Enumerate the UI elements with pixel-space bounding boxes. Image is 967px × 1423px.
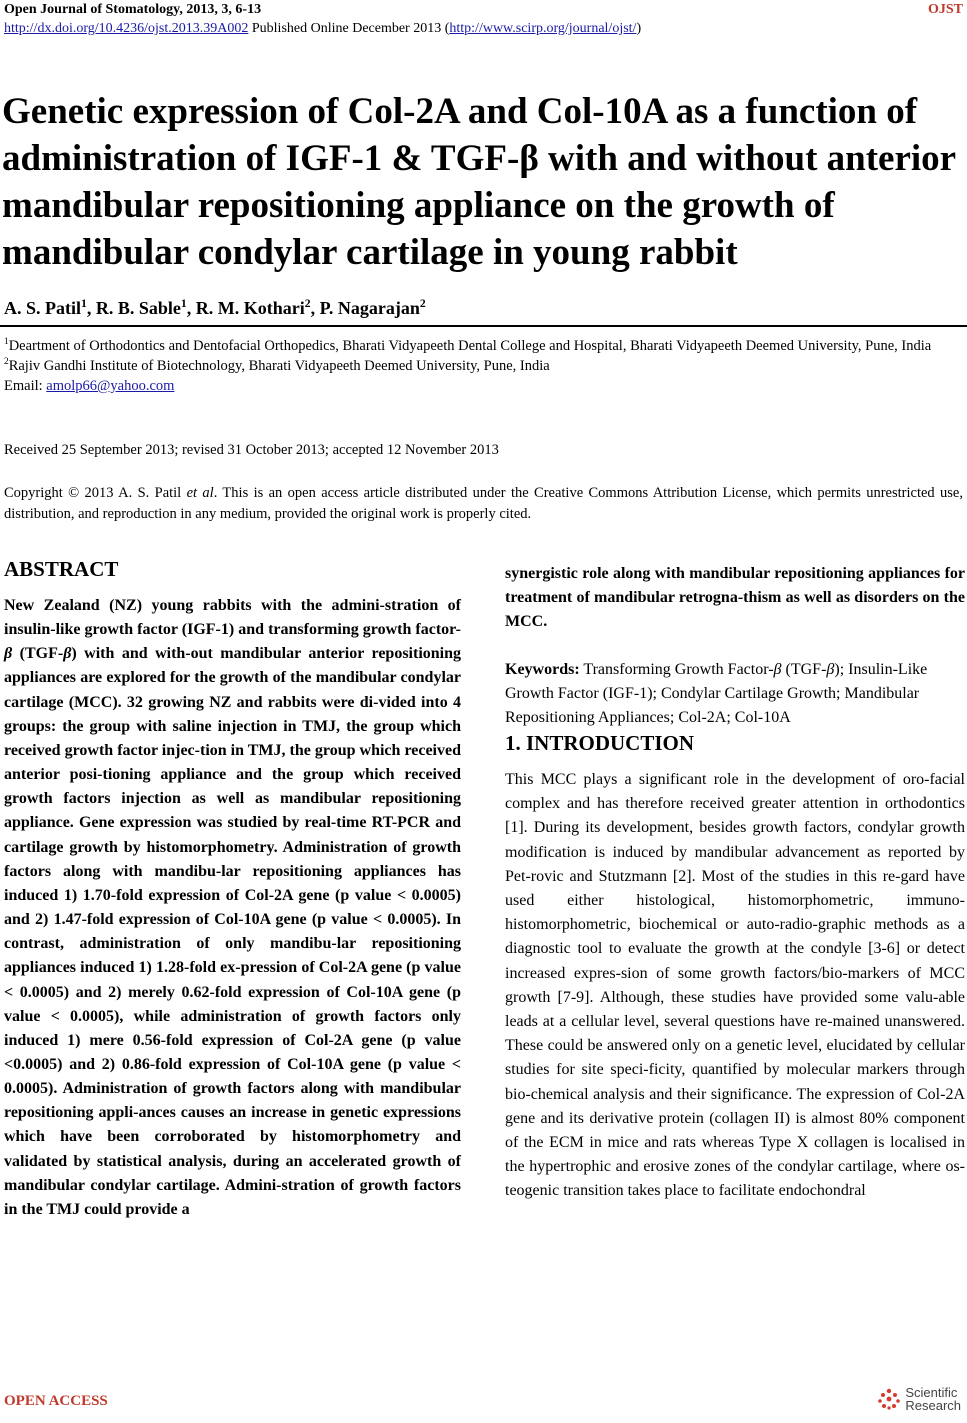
author-list: A. S. Patil$^1$, R. B. Sable$^1$, R. M. Kothari$^2$, P. Nagarajan$^2$: [4, 297, 426, 318]
copyright-etal: et al: [186, 485, 214, 501]
keywords-text: Transforming Growth Factor-: [579, 661, 774, 678]
beta-symbol: β: [63, 645, 72, 663]
email-line: [4, 376, 963, 396]
affiliation-sup: 2: [4, 357, 9, 368]
article-title: Genetic expression of Col-2A and Col-10A as a function of administration of IGF-1 & TGF-β with and without anterior mandibular repositioning appliance on the growth of mandibular condylar cartilage in young rabbit: [2, 91, 956, 273]
email-label: Email:: [4, 378, 47, 394]
affiliation-text: Rajiv Gandhi Institute of Biotechnology, Bharati Vidyapeeth Deemed University, Pune, India: [8, 358, 550, 374]
abstract-text: (TGF-: [12, 645, 64, 663]
running-header: [4, 0, 963, 38]
author-affil-sup: 1: [180, 297, 187, 310]
keywords-label: Keywords:: [505, 661, 580, 678]
published-text: Published Online December 2013 (: [248, 21, 450, 36]
beta-symbol: β: [826, 661, 835, 678]
author-name: A. S. Patil: [4, 298, 82, 318]
copyright-text: . This is an open access article distributed under the Creative Commons Attribution License, which permits unrestricted use, distribution, and reproduction in any medium, provided the original work is properly cited.: [4, 485, 963, 522]
keywords: [505, 658, 965, 730]
scientific-research-logo-icon: [877, 1387, 901, 1411]
affiliations: [4, 336, 963, 396]
author-name: R. B. Sable: [95, 298, 181, 318]
affiliation-text: Deartment of Orthodontics and Dentofacial Orthopedics, Bharati Vidyapeeth Dental College and Hospital, Bharati Vidyapeeth Deemed University, Pune, India: [8, 338, 932, 354]
doi-link[interactable]: http://dx.doi.org/10.4236/ojst.2013.39A002: [4, 21, 249, 36]
keywords-text: (TGF-: [781, 661, 827, 678]
author-name: R. M. Kothari: [195, 298, 305, 318]
author-divider: [0, 325, 967, 327]
introduction-heading: 1. INTRODUCTION: [505, 731, 695, 755]
email-link[interactable]: amolp66@yahoo.com: [46, 378, 175, 394]
abstract-heading: ABSTRACT: [4, 557, 119, 581]
affiliation-2: [4, 356, 963, 376]
doi-line: [4, 19, 963, 38]
beta-symbol: β: [773, 661, 782, 678]
journal-link[interactable]: http://www.scirp.org/journal/ojst/: [449, 21, 637, 36]
copyright-text: Copyright © 2013 A. S. Patil: [4, 485, 187, 501]
abstract-continuation: synergistic role along with mandibular repositioning appliances for treatment of mandibular retrogna-thism as well as disorders on the MCC.: [505, 565, 965, 630]
right-column: [505, 562, 965, 1204]
author-affil-sup: 1: [81, 297, 87, 310]
keywords-text: ); Insulin-Like Growth Factor (IGF-1); Condylar Cartilage Growth; Mandibular Repositioning Appliances; Col-2A; Col-10A: [505, 661, 928, 726]
author-affil-sup: 2: [304, 297, 311, 310]
beta-symbol: β: [4, 645, 13, 663]
close-paren: ): [636, 21, 642, 36]
received-dates: Received 25 September 2013; revised 31 October 2013; accepted 12 November 2013: [4, 442, 499, 458]
affiliation-sup: 1: [4, 337, 9, 348]
affiliation-1: [4, 336, 963, 356]
introduction-body: This MCC plays a significant role in the development of oro-facial complex and has therefore received greater attention in orthodontics [1]. During its development, besides growth factors, condylar growth modification is induced by mandibular advancement as reported by Pet-rovic and Stutzmann [2]. Most of the studies in this re-gard have used either histological, histomorphometric, immuno-histomorphometric, biochemical or auto-radio-graphic methods as a diagnostic tool to evaluate the growth at the condyle [3-6] or detect increased expres-sion of some growth factors/bio-markers of MCC growth [7-9]. Although, these studies have provided some valu-able leads at a cellular level, several questions have re-mained unanswered. These could be answered only on a genetic level, elucidated by cellular studies for site speci-ficity, quantified by molecular markers through bio-chemical analysis and their significance. The expression of Col-2A gene and its derivative protein (collagen II) is almost 80% component of the ECM in mice and rats whereas Type X collagen is localised in the hypertrophic and erosive zones of the condylar cartilage, where os-teogenic transition takes place to facilitate endochondral: [505, 771, 965, 1200]
abstract-body: [4, 594, 461, 1222]
copyright-notice: [4, 483, 963, 525]
publisher-logo: [877, 1386, 961, 1412]
left-column: [4, 556, 461, 1222]
abstract-text: New Zealand (NZ) young rabbits with the admini-stration of insulin-like growth factor (IGF-1) and transforming growth factor-: [4, 597, 461, 639]
journal-citation: Open Journal of Stomatology, 2013, 3, 6-13: [4, 2, 262, 17]
journal-abbreviation: OJST: [927, 2, 963, 17]
author-affil-sup: 2: [419, 297, 426, 310]
abstract-text: ) with and with-out mandibular anterior repositioning appliances are explored for the growth of the mandibular condylar cartilage (MCC). 32 growing NZ and rabbits were di-vided into 4 groups: the group with saline injection in TMJ, the group which received growth factor injec-tion in TMJ, the group which received anterior posi-tioning appliance and the group which received growth factors injection as well as mandibular repositioning appliance. Gene expression was studied by real-time RT-PCR and cartilage growth by histomorphometry. Administration of growth factors along with mandibu-lar repositioning appliances has induced 1) 1.70-fold expression of Col-2A gene (p value < 0.0005) and 2) 1.47-fold expression of Col-10A gene (p value < 0.0005). In contrast, administration of only mandibu-lar repositioning appliances induced 1) 1.28-fold ex-pression of Col-2A gene (p value < 0.0005) and 2) merely 0.62-fold expression of Col-10A gene (p value < 0.0005), while administration of growth factors only induced 1) mere 0.56-fold expression of Col-2A gene (p value <0.0005) and 2) 0.86-fold expression of Col-10A gene (p value < 0.0005). Administration of growth factors along with mandibular repositioning appli-ances causes an increase in genetic expressions which have been corroborated by histomorphometry and validated by statistical analysis, during an accelerated growth of mandibular condylar cartilage. Admini-stration of growth factors in the TMJ could provide a: [4, 645, 462, 1218]
logo-line: Research: [905, 1398, 961, 1413]
logo-text: [905, 1386, 961, 1412]
logo-line: Scientific: [905, 1385, 958, 1400]
open-access-label: OPEN ACCESS: [4, 1393, 108, 1409]
author-name: P. Nagarajan: [319, 298, 420, 318]
